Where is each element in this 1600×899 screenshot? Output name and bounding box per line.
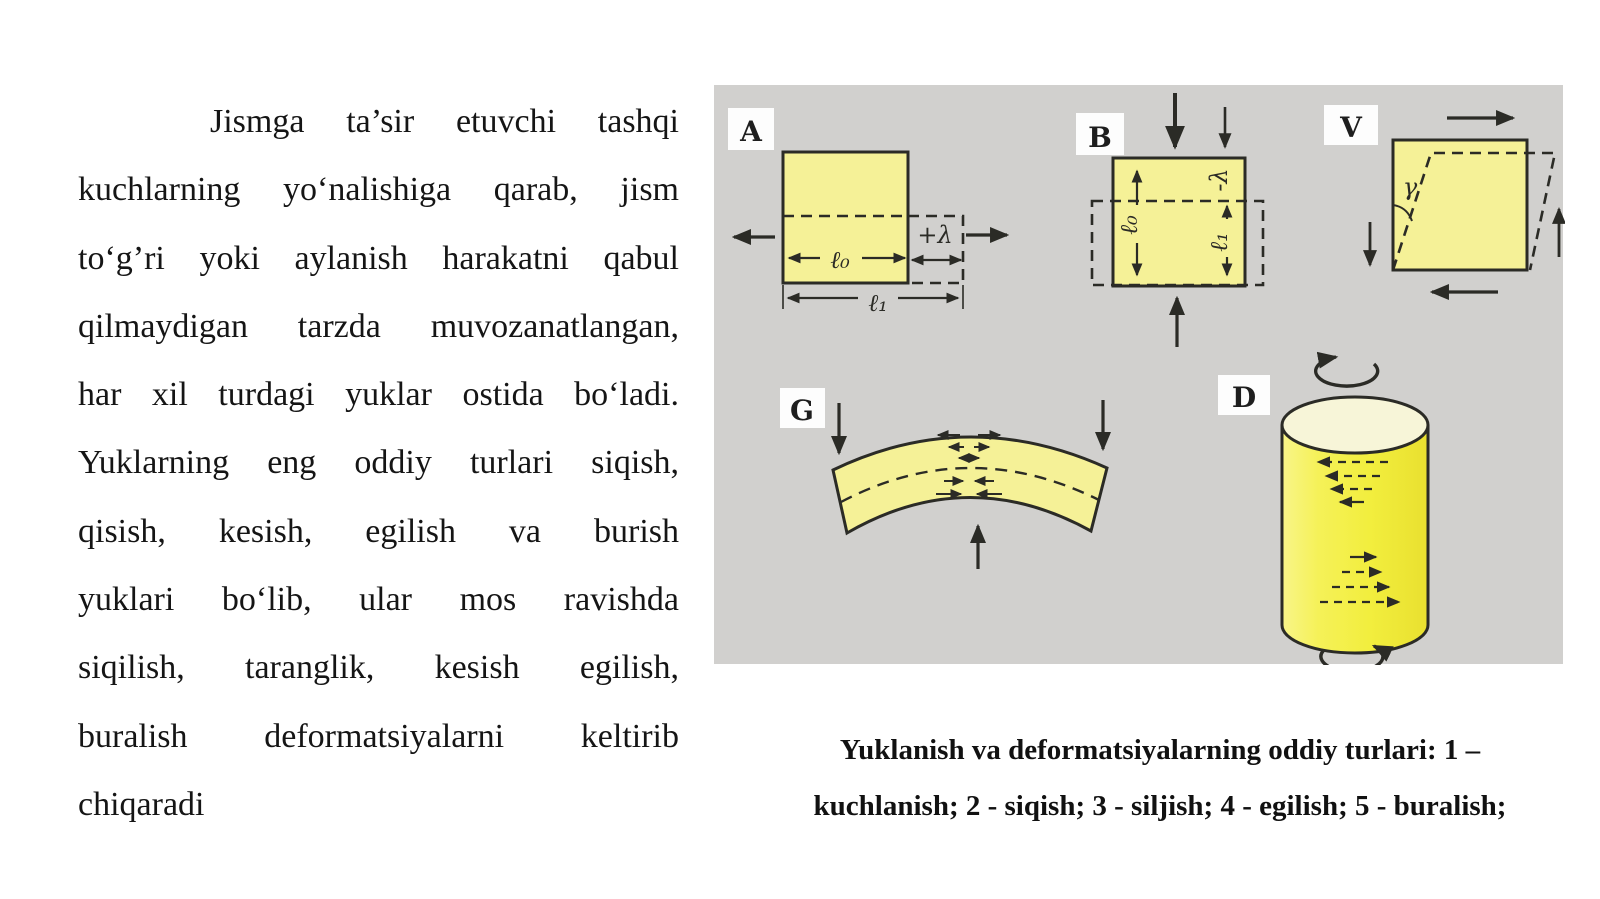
deformation-figure-svg (710, 85, 1565, 665)
paragraph-line: qisish, kesish, egilish va burish (78, 512, 679, 550)
paragraph-line: yuklari bo‘lib, ular mos ravishda (78, 581, 679, 619)
paragraph-line: to‘g’ri yoki aylanish harakatni qabul (78, 239, 679, 277)
deformation-figure (710, 85, 1565, 665)
panel-a-label: A (740, 115, 762, 148)
panel-d-label: D (1231, 381, 1257, 414)
label-minus-lambda: -λ (1205, 168, 1233, 192)
label-gamma: γ (1402, 173, 1418, 201)
label-l0-b: ℓ₀ (1115, 215, 1143, 235)
figure-caption-line1: Yuklanish va deformatsiyalarning oddiy turlari: 1 – (839, 734, 1481, 766)
paragraph-line: kuchlarning yo‘nalishiga qarab, jism (78, 171, 679, 209)
label-l1-a: ℓ₁ (868, 289, 888, 317)
torsion-cylinder-body (1282, 425, 1428, 653)
shear-block (1393, 140, 1527, 270)
label-plus-lambda: +λ (917, 221, 953, 249)
paragraph-line: chiqaradi (78, 785, 205, 823)
paragraph-line: Yuklarning eng oddiy turlari siqish, (78, 444, 679, 482)
label-l0-a: ℓ₀ (830, 246, 850, 274)
torsion-cylinder-top (1282, 397, 1428, 453)
body-text (78, 88, 679, 839)
panel-g-label: G (790, 394, 814, 427)
figure-caption-line2: kuchlanish; 2 - siqish; 3 - siljish; 4 - egilish; 5 - buralish; (813, 790, 1507, 822)
paragraph-line: siqilish, taranglik, kesish egilish, (78, 649, 679, 687)
paragraph-line: Jismga ta’sir etuvchi tashqi (210, 103, 679, 140)
panel-v-label: V (1340, 111, 1362, 144)
paragraph-line: har xil turdagi yuklar ostida bo‘ladi. (78, 376, 679, 414)
paragraph-line: buralish deformatsiyalarni keltirib (78, 717, 679, 755)
label-l1-b: ℓ₁ (1205, 232, 1233, 252)
figure-caption (750, 722, 1570, 834)
paragraph-line: qilmaydigan tarzda muvozanatlangan, (78, 307, 679, 345)
panel-b-label: B (1088, 121, 1112, 154)
